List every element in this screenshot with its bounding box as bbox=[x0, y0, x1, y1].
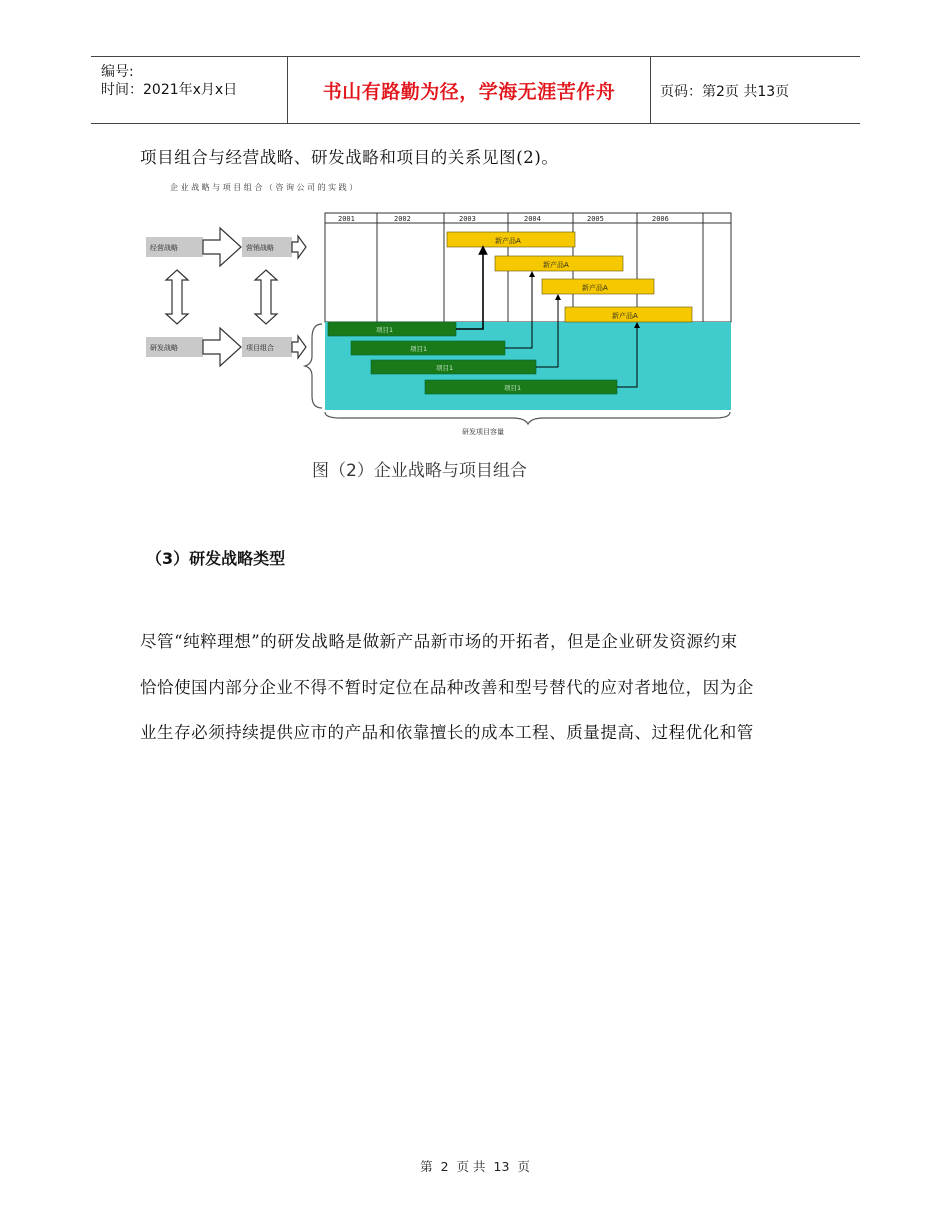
strategy-box-label: 研发战略 bbox=[150, 344, 178, 352]
year-label: 2003 bbox=[459, 215, 476, 223]
product-bar-label: 新产品A bbox=[582, 284, 608, 292]
time-label: 时间：2021年x月x日 bbox=[101, 82, 238, 98]
product-bar-label: 新产品A bbox=[612, 312, 638, 320]
page-label: 页码：第2页 共13页 bbox=[660, 84, 790, 100]
header-motto-cell bbox=[287, 57, 651, 123]
number-label: 编号: bbox=[101, 64, 134, 80]
project-bar-label: 项目1 bbox=[504, 384, 522, 392]
footer-page-number: 2 bbox=[440, 1159, 449, 1174]
figure-caption: 图（2）企业战略与项目组合 bbox=[312, 461, 527, 481]
project-bar-label: 项目1 bbox=[436, 364, 454, 372]
strategy-box-label: 经营战略 bbox=[150, 244, 178, 252]
footer-suffix: 页 bbox=[517, 1159, 530, 1174]
document-header bbox=[91, 56, 860, 124]
footer-mid: 页 共 bbox=[456, 1159, 486, 1174]
year-label: 2002 bbox=[394, 215, 411, 223]
left-brace bbox=[305, 324, 322, 408]
project-bar-label: 项目1 bbox=[410, 345, 428, 353]
intro-paragraph: 项目组合与经营战略、研发战略和项目的关系见图(2)。 bbox=[140, 148, 559, 167]
section-heading: （3）研发战略类型 bbox=[146, 549, 286, 568]
product-bar-label: 新产品A bbox=[495, 237, 521, 245]
header-meta-cell bbox=[91, 57, 287, 123]
year-label: 2005 bbox=[587, 215, 604, 223]
year-label: 2006 bbox=[652, 215, 669, 223]
strategy-box-label: 项目组合 bbox=[246, 344, 274, 352]
body-line: 业生存必须持续提供应市的产品和依靠擅长的成本工程、质量提高、过程优化和管 bbox=[140, 723, 754, 742]
page-footer bbox=[0, 1157, 950, 1175]
strategy-figure bbox=[140, 178, 740, 440]
product-bar-label: 新产品A bbox=[543, 261, 569, 269]
strategy-diagram bbox=[140, 178, 740, 440]
bottom-label: 研发项目容量 bbox=[462, 428, 504, 436]
header-page-cell bbox=[650, 57, 860, 123]
body-line: 恰恰使国内部分企业不得不暂时定位在品种改善和型号替代的应对者地位，因为企 bbox=[140, 678, 754, 697]
footer-prefix: 第 bbox=[420, 1159, 433, 1174]
bottom-brace bbox=[325, 412, 730, 424]
figure-title: 企 业 战 略 与 项 目 组 合 （ 咨 询 公 司 的 实 践 ） bbox=[170, 183, 358, 192]
project-bar-label: 项目1 bbox=[376, 326, 394, 334]
footer-total-pages: 13 bbox=[493, 1159, 510, 1174]
motto-text: 书山有路勤为径，学海无涯苦作舟 bbox=[322, 81, 616, 103]
strategy-box-label: 营销战略 bbox=[246, 244, 274, 252]
year-label: 2004 bbox=[524, 215, 541, 223]
strategy-box-labels bbox=[150, 243, 274, 352]
year-label: 2001 bbox=[338, 215, 355, 223]
body-line: 尽管“纯粹理想”的研发战略是做新产品新市场的开拓者，但是企业研发资源约束 bbox=[140, 632, 738, 651]
